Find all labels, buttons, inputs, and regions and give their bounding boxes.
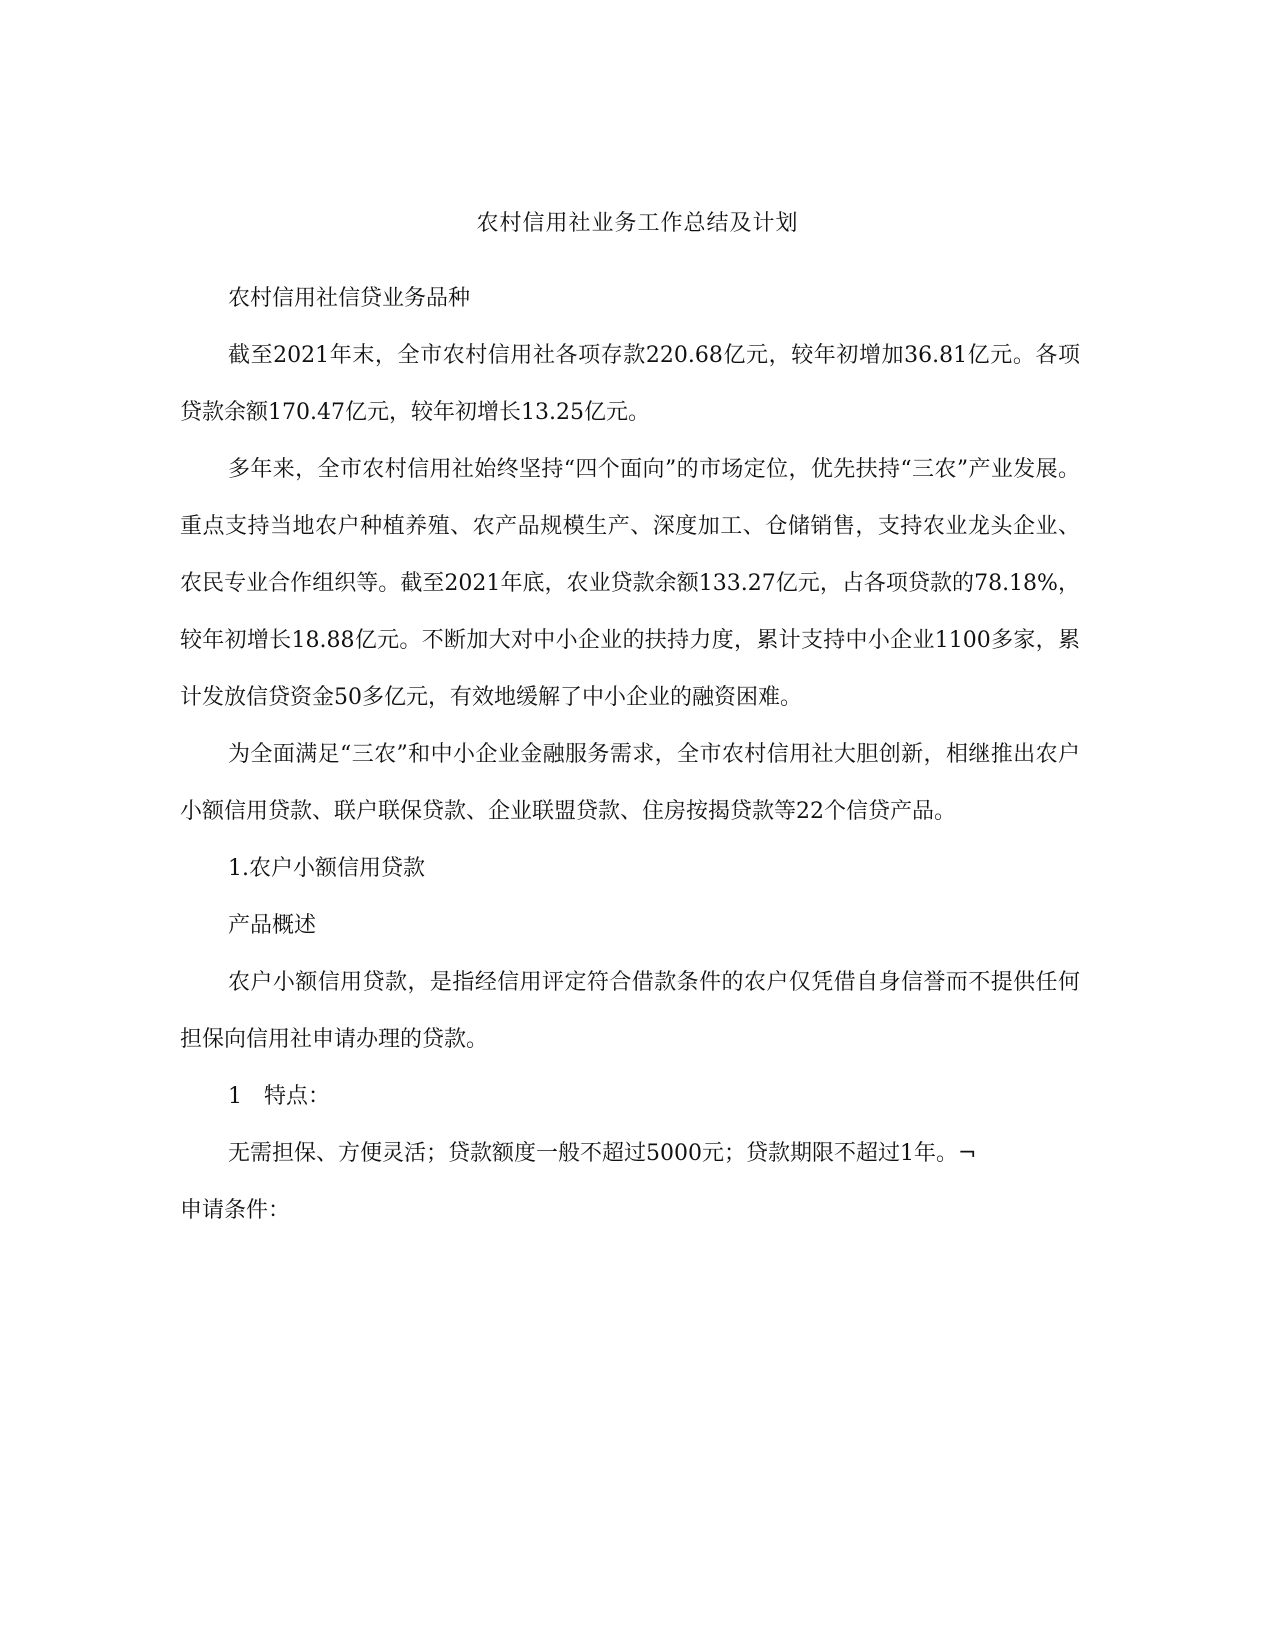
paragraph-deposits-loans: 截至2021年末，全市农村信用社各项存款220.68亿元，较年初增加36.81亿元。各项贷款余额170.47亿元，较年初增长13.25亿元。 — [180, 343, 1080, 425]
paragraph-product-definition: 农户小额信用贷款，是指经信用评定符合借款条件的农户仅凭借自身信誉而不提供任何担保向信用社申请办理的贷款。 — [180, 970, 1080, 1052]
section-heading-microcredit: 1.农户小额信用贷款 — [228, 856, 425, 881]
paragraph-market-positioning: 多年来，全市农村信用社始终坚持“四个面向”的市场定位，优先扶持“三农”产业发展。重点支持当地农户种植养殖、农产品规模生产、深度加工、仓储销售，支持农业龙头企业、农民专业合作组织等。截至2021年底，农业贷款余额133.27亿元，占各项贷款的78.18%，较年初增长18.88亿元。不断加大对中小企业的扶持力度，累计支持中小企业1100多家，累计发放信贷资金50多亿元，有效地缓解了中小企业的融资困难。 — [180, 457, 1080, 710]
paragraph-innovation: 为全面满足“三农”和中小企业金融服务需求，全市农村信用社大胆创新，相继推出农户小额信用贷款、联户联保贷款、企业联盟贷款、住房按揭贷款等22个信贷产品。 — [180, 742, 1080, 824]
paragraph-product-types: 农村信用社信贷业务品种 — [228, 286, 471, 311]
subheading-product-overview: 产品概述 — [228, 913, 317, 938]
document-title: 农村信用社业务工作总结及计划 — [476, 211, 799, 236]
document-body — [180, 270, 1080, 1239]
paragraph-features-detail: 无需担保、方便灵活；贷款额度一般不超过5000元；贷款期限不超过1年。¬ — [228, 1141, 977, 1166]
subheading-application-conditions: 申请条件： — [180, 1198, 291, 1223]
subheading-features: 1 特点： — [228, 1084, 330, 1109]
